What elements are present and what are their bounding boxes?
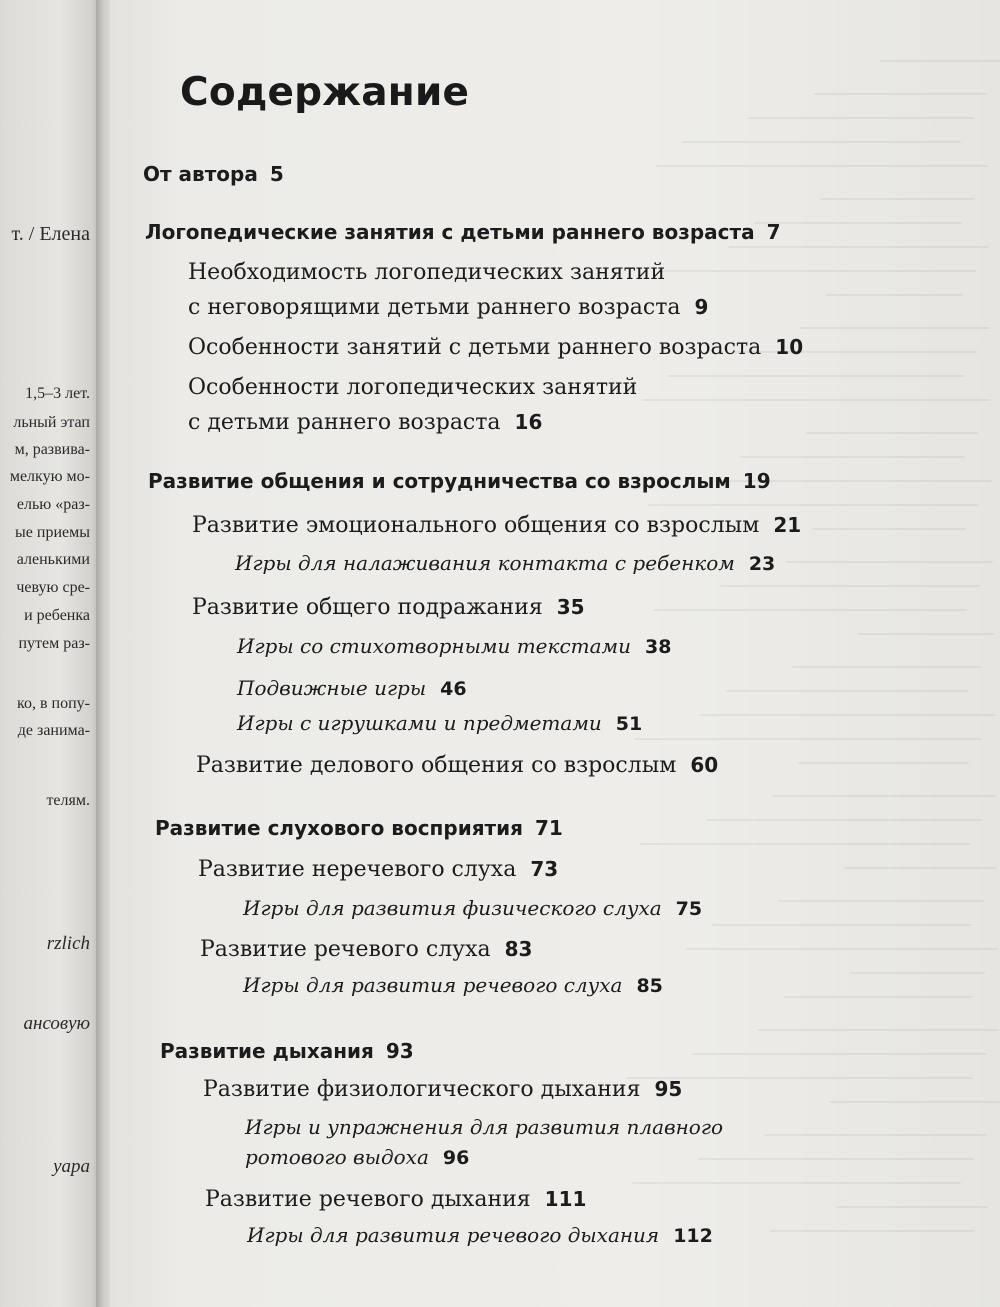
toc-page-number: 46 xyxy=(440,678,467,700)
toc-page-number: 75 xyxy=(675,898,703,920)
previous-page xyxy=(0,0,100,1307)
toc-page-number: 112 xyxy=(673,1225,713,1247)
toc-entry-title: Развитие общения и сотрудничества со взрослым xyxy=(148,469,731,493)
show-through-line xyxy=(728,246,989,248)
show-through-line xyxy=(634,738,982,740)
previous-page-text-line: уара xyxy=(53,1156,90,1177)
previous-page-text-line: 1,5–3 лет. xyxy=(25,385,90,402)
toc-entry-title: Развитие слухового восприятия xyxy=(155,816,523,840)
show-through-line xyxy=(720,585,980,587)
previous-page-text-line: ансовую xyxy=(23,1013,90,1034)
contents-page xyxy=(110,0,1000,1307)
show-through-line xyxy=(820,198,975,200)
toc-page-number: 7 xyxy=(766,220,781,244)
toc-page-number: 111 xyxy=(544,1187,587,1211)
toc-page-number: 19 xyxy=(742,469,771,493)
show-through-line xyxy=(692,1053,986,1055)
toc-entry-title: Игры для развития физического слуха xyxy=(243,896,662,920)
toc-entry-title: Развитие эмоционального общения со взрослым xyxy=(192,513,760,538)
toc-page-number: 85 xyxy=(636,975,663,997)
show-through-line xyxy=(654,609,967,611)
show-through-line xyxy=(640,843,970,845)
previous-page-text-line: rzlich xyxy=(46,933,90,954)
previous-page-text-line: путем раз- xyxy=(18,635,90,652)
toc-entry xyxy=(188,330,803,365)
show-through-line xyxy=(698,1158,974,1160)
toc-page-number: 35 xyxy=(556,595,585,619)
toc-entry-title: От автора xyxy=(143,162,258,186)
toc-entry xyxy=(188,371,637,440)
show-through-line xyxy=(880,60,1000,62)
show-through-line xyxy=(712,924,971,926)
previous-page-text-line: льный этап xyxy=(13,414,90,431)
show-through-line xyxy=(830,1101,1000,1103)
toc-entry-title: Особенности занятий с детьми раннего возраста xyxy=(188,335,762,360)
toc-entry-title: Игры со стихотворными текстами xyxy=(237,634,631,658)
toc-entry xyxy=(237,708,642,739)
toc-page-number: 16 xyxy=(514,410,543,434)
toc-page-number: 5 xyxy=(269,162,284,186)
previous-page-text-line: ко, в попу- xyxy=(17,695,90,712)
toc-entry-title: Развитие физиологического дыхания xyxy=(203,1077,641,1102)
show-through-line xyxy=(798,762,969,764)
toc-entry-title-continued: ротового выдоха xyxy=(245,1145,429,1169)
previous-page-text-line: м, развива- xyxy=(14,441,90,458)
toc-page-number: 71 xyxy=(535,816,563,840)
toc-entry xyxy=(203,1072,682,1107)
show-through-line xyxy=(758,1029,999,1031)
previous-page-text-line: аленькими xyxy=(16,551,90,568)
show-through-line xyxy=(806,432,978,434)
show-through-line xyxy=(754,222,962,224)
toc-entry-title: Развитие общего подражания xyxy=(192,595,543,620)
toc-page-number: 10 xyxy=(775,335,804,359)
show-through-line xyxy=(632,1182,961,1184)
toc-entry xyxy=(205,1182,586,1217)
toc-entry-title: Развитие дыхания xyxy=(160,1039,374,1063)
toc-entry-title: Необходимость логопедических занятий xyxy=(188,260,666,285)
toc-entry-title: Игры для налаживания контакта с ребенком xyxy=(235,551,735,575)
show-through-line xyxy=(682,141,961,143)
previous-page-text-line: т. / Елена xyxy=(11,223,90,245)
page-title: Содержание xyxy=(180,70,470,115)
show-through-line xyxy=(772,795,996,797)
toc-entry-title: Игры с игрушками и предметами xyxy=(237,711,602,735)
toc-page-number: 93 xyxy=(385,1039,414,1063)
show-through-line xyxy=(700,714,995,716)
previous-page-text-line: телям. xyxy=(46,792,90,809)
toc-entry-title: Развитие речевого слуха xyxy=(200,937,491,962)
toc-entry xyxy=(247,1220,713,1251)
show-through-line xyxy=(686,948,998,950)
toc-entry-title: Развитие речевого дыхания xyxy=(205,1187,531,1212)
toc-entry-title: Игры для развития речевого дыхания xyxy=(247,1223,660,1247)
show-through-line xyxy=(662,270,976,272)
show-through-line xyxy=(784,996,972,998)
previous-page-text-line: и ребенка xyxy=(24,607,90,624)
show-through-line xyxy=(844,867,997,869)
toc-entry xyxy=(148,467,771,495)
toc-entry xyxy=(192,590,585,625)
toc-entry-title: Подвижные игры xyxy=(237,676,427,700)
previous-page-text-line: де занима- xyxy=(17,722,90,739)
toc-entry xyxy=(145,218,781,246)
toc-page-number: 38 xyxy=(645,636,672,658)
toc-entry xyxy=(198,852,558,887)
show-through-line xyxy=(850,972,985,974)
toc-entry-title: Игры и упражнения для развития плавного xyxy=(245,1115,723,1139)
toc-entry xyxy=(143,160,284,188)
show-through-line xyxy=(740,456,965,458)
show-through-line xyxy=(726,690,968,692)
show-through-line xyxy=(642,399,991,401)
toc-entry-title: Игры для развития речевого слуха xyxy=(243,973,623,997)
toc-entry-title-continued: с детьми раннего возраста xyxy=(188,410,501,435)
show-through-line xyxy=(770,1230,975,1232)
toc-page-number: 96 xyxy=(442,1147,470,1169)
show-through-line xyxy=(786,561,993,563)
show-through-line xyxy=(812,528,966,530)
toc-page-number: 23 xyxy=(748,553,776,575)
show-through-line xyxy=(764,1134,987,1136)
toc-entry xyxy=(243,893,702,924)
show-through-line xyxy=(648,504,979,506)
show-through-line xyxy=(858,633,994,635)
toc-page-number: 21 xyxy=(773,513,802,537)
toc-entry xyxy=(235,548,775,579)
toc-entry xyxy=(243,970,663,1001)
toc-entry xyxy=(196,748,718,783)
toc-entry xyxy=(200,932,532,967)
toc-entry-title-continued: с неговорящими детьми раннего возраста xyxy=(188,295,681,320)
show-through-line xyxy=(706,819,983,821)
toc-entry-title: Логопедические занятия с детьми раннего возраста xyxy=(145,220,755,244)
toc-entry xyxy=(237,631,671,662)
toc-entry xyxy=(245,1112,723,1173)
previous-page-text-line: чевую сре- xyxy=(16,579,90,596)
show-through-line xyxy=(826,294,963,296)
toc-entry xyxy=(155,814,563,842)
toc-page-number: 73 xyxy=(530,857,559,881)
show-through-line xyxy=(748,117,974,119)
toc-page-number: 9 xyxy=(694,295,709,319)
toc-entry-title: Развитие делового общения со взрослым xyxy=(196,753,677,778)
toc-entry xyxy=(192,508,801,543)
toc-page-number: 51 xyxy=(615,713,643,735)
toc-page-number: 60 xyxy=(690,753,719,777)
show-through-line xyxy=(668,375,964,377)
show-through-line xyxy=(778,900,984,902)
show-through-line xyxy=(656,165,988,167)
previous-page-text-line: мелкую мо- xyxy=(9,468,90,485)
show-through-line xyxy=(814,93,987,95)
previous-page-text-line: ые приемы xyxy=(15,524,90,541)
toc-entry xyxy=(160,1037,414,1065)
show-through-line xyxy=(792,666,981,668)
toc-entry-title: Развитие неречевого слуха xyxy=(198,857,517,882)
show-through-line xyxy=(836,1206,988,1208)
toc-entry xyxy=(237,673,467,704)
toc-entry-title: Особенности логопедических занятий xyxy=(188,375,638,400)
toc-page-number: 83 xyxy=(504,937,533,961)
previous-page-text-line: елью «раз- xyxy=(16,496,90,513)
show-through-line xyxy=(800,327,990,329)
toc-entry xyxy=(188,256,708,325)
toc-page-number: 95 xyxy=(654,1077,683,1101)
